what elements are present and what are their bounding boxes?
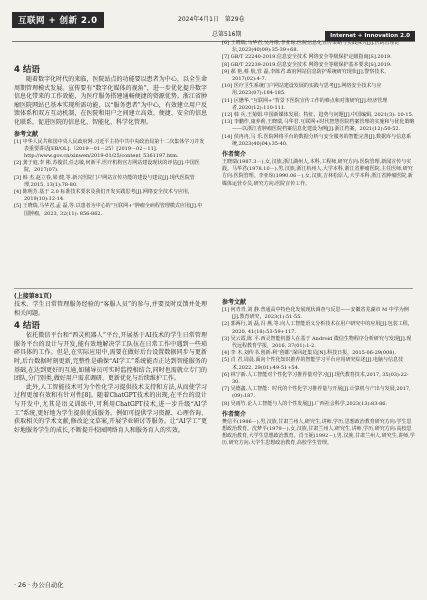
continued-text: 技术、学生日常管理服务经验的“客服人员”的参与,并要及时反馈并处理相关问题。 [14,301,207,317]
reference-item: [7] GB/T 22240-2019.信息安全技术 网络安全等级保护定级指南[S].2019. [222,54,392,61]
reference-item: [13] 李鹏作,康养莉,王晓瑞,马华君.互联网+时代智慧医院档案管理的实施和与优化策略——以浙江省肿瘤医院档案信息化建设为例[J].浙江档案，2021(12):50-52. [222,119,415,133]
reference-item: [1] 何青青,刘 静.普通高中特色化发展现状调查与反思——安徽省芜湖市 M 中学为例[J].教育研究，2023(1):51-55. [222,307,409,321]
reference-item: [11] 区懋华.“互联网+”背景下医院宣传工作的难点和对策研究[J].经济管理者,2020(12):110-111. [222,97,388,111]
reference-item: [8] 吴雨竹.论人工智能与人的个性发展[J].广西社会科学,2023(13):83-86. [222,400,388,407]
section-heading: 4 结语 [14,321,40,332]
left-top-column [14,64,207,281]
journal-badge: Internet + Innovation 2.0 [325,31,415,41]
reference-item: [5] 王晓瑞,马华君,孟 磊,等.以患者为中心的“互联网+”肿瘤全病程管理模式应用[J].中国肿瘤，2023, 32(11): 856-862. [14,203,203,217]
reference-item: [7] 吴德鑫.人工智能：时代的个性化学习推荐量与开展[J].计算机与产出与发展,2017,(09):187. [222,386,411,400]
left-bottom-column [14,292,207,574]
reference-item: [14] 侯冉冉,马 乐.医院网络平台的数据分析与安全服务的智能完善[J].数据库与信息系统,2023(40)04):35-40. [222,133,412,147]
reference-item: [12] 韩 兵,王菊娟.中国新媒体发展：特征、趋势与问题[J].中国编辑, 2021(3): 10-15. [222,112,414,119]
right-top-column [222,40,415,284]
reference-item: [3] 吴云霞,陈 平.西灵智能机器人在基于 Android 微信生物程序分析研究与发现[J].现代远程教育学报，2016, 37(01):1-2. [222,335,412,350]
reference-item: [5] 肖 君,周晨.面向个性化知识推荐的智能学习平台应用研究综述[J].电脑与信息技术,2022, 29(01):49-51+54. [222,357,403,371]
right-bottom-column [222,298,415,574]
author-bios: 王晓瑞(1987.3－),女,汉族,浙江湖州人,本科,工程师,研究方向:医院管理,新闻宣传与实践。马华君(1978.10－),男,汉族,浙江杭州人,大学本科,浙江省肿瘤医院,主任医师,研究方向:医院管理。李亚琼(1990.06－),女,汉族,吉林松原人,大学本科,浙江省肿瘤医院,新媒体运营专员,研究方向:医院宣传工作。 [222,159,413,187]
reference-item: [9] 郝 艳,蔡 航,管 磊,李陈君.政府网站信息防护系统研究现状[J].警察技术，2017(02):4-7. [222,68,390,83]
reference-item: [2] 龚于庭,李 彬,苏俊洪,任志敏,何新平.医疗机构官方网站建设现状的评估[J].中国医院，2017(07). [14,160,200,174]
references-title: 参考文献 [14,130,39,138]
reference-item: [6] 王晓瑞,马华君,吴丹维,李亚琼.医院信息化宣传策略与实践探究[J].医院管理论坛,2023(40)09):35-39+68. [222,40,400,54]
body-paragraph: 此外,人工智能技术可为个性化学习提供技术支持和方法,从而使学习过程更加有效和有针对性[8]。随着ChatGPT技术的出现,在平台的设计与开发中,尤其是语义训练中,可利用ChatGPT技术,进一步升级“AI学工”系统,更好地为学生提供优质服务。例如可提供学习资源、心理咨询、获取相关的学术文献,修改论文草案,开展学业研讨等服务。让“AI学工”更好地服务学生的成长,不断提升校园网络育人和服务育人的实效。 [14,383,207,434]
body-paragraph: 依托微信平台和“西灵机器人”平台,开展基于AI技术的学生日常管理服务平台的设计与开发,能有效地解决学工队伍在日常工作中遇到一些琐碎具体的工作。但是,在实际应用中,需要在做好后台设置数据同步与更新时,后台数据时刻更新,完整性是确保“AI学工”系统能否正达到智能服务的基础,在达到更好的互通,如辅导员可实时监控相结合,同时也需就立专门的团队,分门别类,做好用户需求调研、更新优化与后续维护工作。 [14,332,207,383]
page-header [0,8,427,44]
section-heading: 4 结语 [14,65,40,75]
article-divider [14,288,413,289]
total-issue: 总第516期 [212,31,242,38]
references-title: 参考文献 [222,299,247,306]
issue-date: 2024年4月1日 第29卷 [178,16,245,23]
reference-item: [1] 中华人民共和国中央人民政府网.习近平主持中共中央政治局第十二次集体学习并发表重要讲话[EB/OL].（2019－01－25）[2019－02－11]. http://www.gov.cn/xinwen/2019-01/25/content_5361197.htm. [14,138,205,159]
authors-title: 作者简介 [222,410,247,418]
reference-item: [10] 医疗卫生系统门户网站建设发展的实践与思考[J].网络安全技术与应用,2023(07):184-185. [222,83,382,97]
reference-item: [6] 林宁新.人工智能对个性化学习推荐量对学习[J].现代教育技术,2017, 35(03):22-30. [222,371,409,386]
conclusion-paragraph: 随着数字化时代的来临，医院站点的功能要以患者为中心，以全生命周期管理模式发展。宣传要有“数字化媒体的视角”，进一步优化提升数字信息化带来的工作效能，为医疗服务搭建通畅便捷的资源优势。浙江省肿瘤医院网站已基本实现所需功能，以“服务患者”为中心，有效建立用户反馈体系和双方互动机制，在医院和用户之间建立高效、便捷、安全的信息化联系，促进医院的信息化、智能化、科学化管理。 [14,76,207,126]
author-bios: 樊信平(1986－),男,汉族,甘肃兰州人,研究生,讲师,学历,思想政治教育研究方向:学生思想政治教育。沈梦平(1979－),女,汉族,甘肃兰州人,研究生,讲师,学历,研究方向:高校思想政治教育,大学生思想政治教育。肖玉妮(1992－),男,汉族,甘肃兰州人,研究生,讲师,学历,研究方向:大学生思想政治教育,高校学生管理。 [222,418,415,447]
reference-item: [8] GB/T 22239-2019.信息安全技术 网络安全等级保护基本要求[S].2019. [222,61,392,68]
authors-title: 作者简介 [222,151,247,159]
page-footer: · 26 · 办公自动化 [14,582,64,589]
continued-label: (上接第81页) [14,293,52,300]
journal-brand: 互联网 + 创新 2.0 [12,12,104,28]
reference-item: [4] 陈明芳.基于 2.0 标准技术要求及我们开发实践思考[J].网络安全技术与应用，2019(10):12-14. [14,188,193,203]
reference-list [222,40,415,148]
reference-item: [4] 李 木,刘传书.创新:利“创都”深回赶集员[N].科技日报，2015-06-29(008). [222,350,396,357]
reference-list [14,139,207,218]
reference-list [222,307,415,408]
reference-item: [2] 郭两行,刘 磊,冯 燕,等.向人工智能语义分析技术在用户研究中的应用[J].包装工程，2020, 41(18):53-59+117. [222,321,413,335]
reference-item: [3] 韩 杰,赵立春,梁 健,等.新兴医院门户网站宣传功能的建设与建议[J].现代医院管理,2015, 13(1):78-80. [14,174,195,188]
